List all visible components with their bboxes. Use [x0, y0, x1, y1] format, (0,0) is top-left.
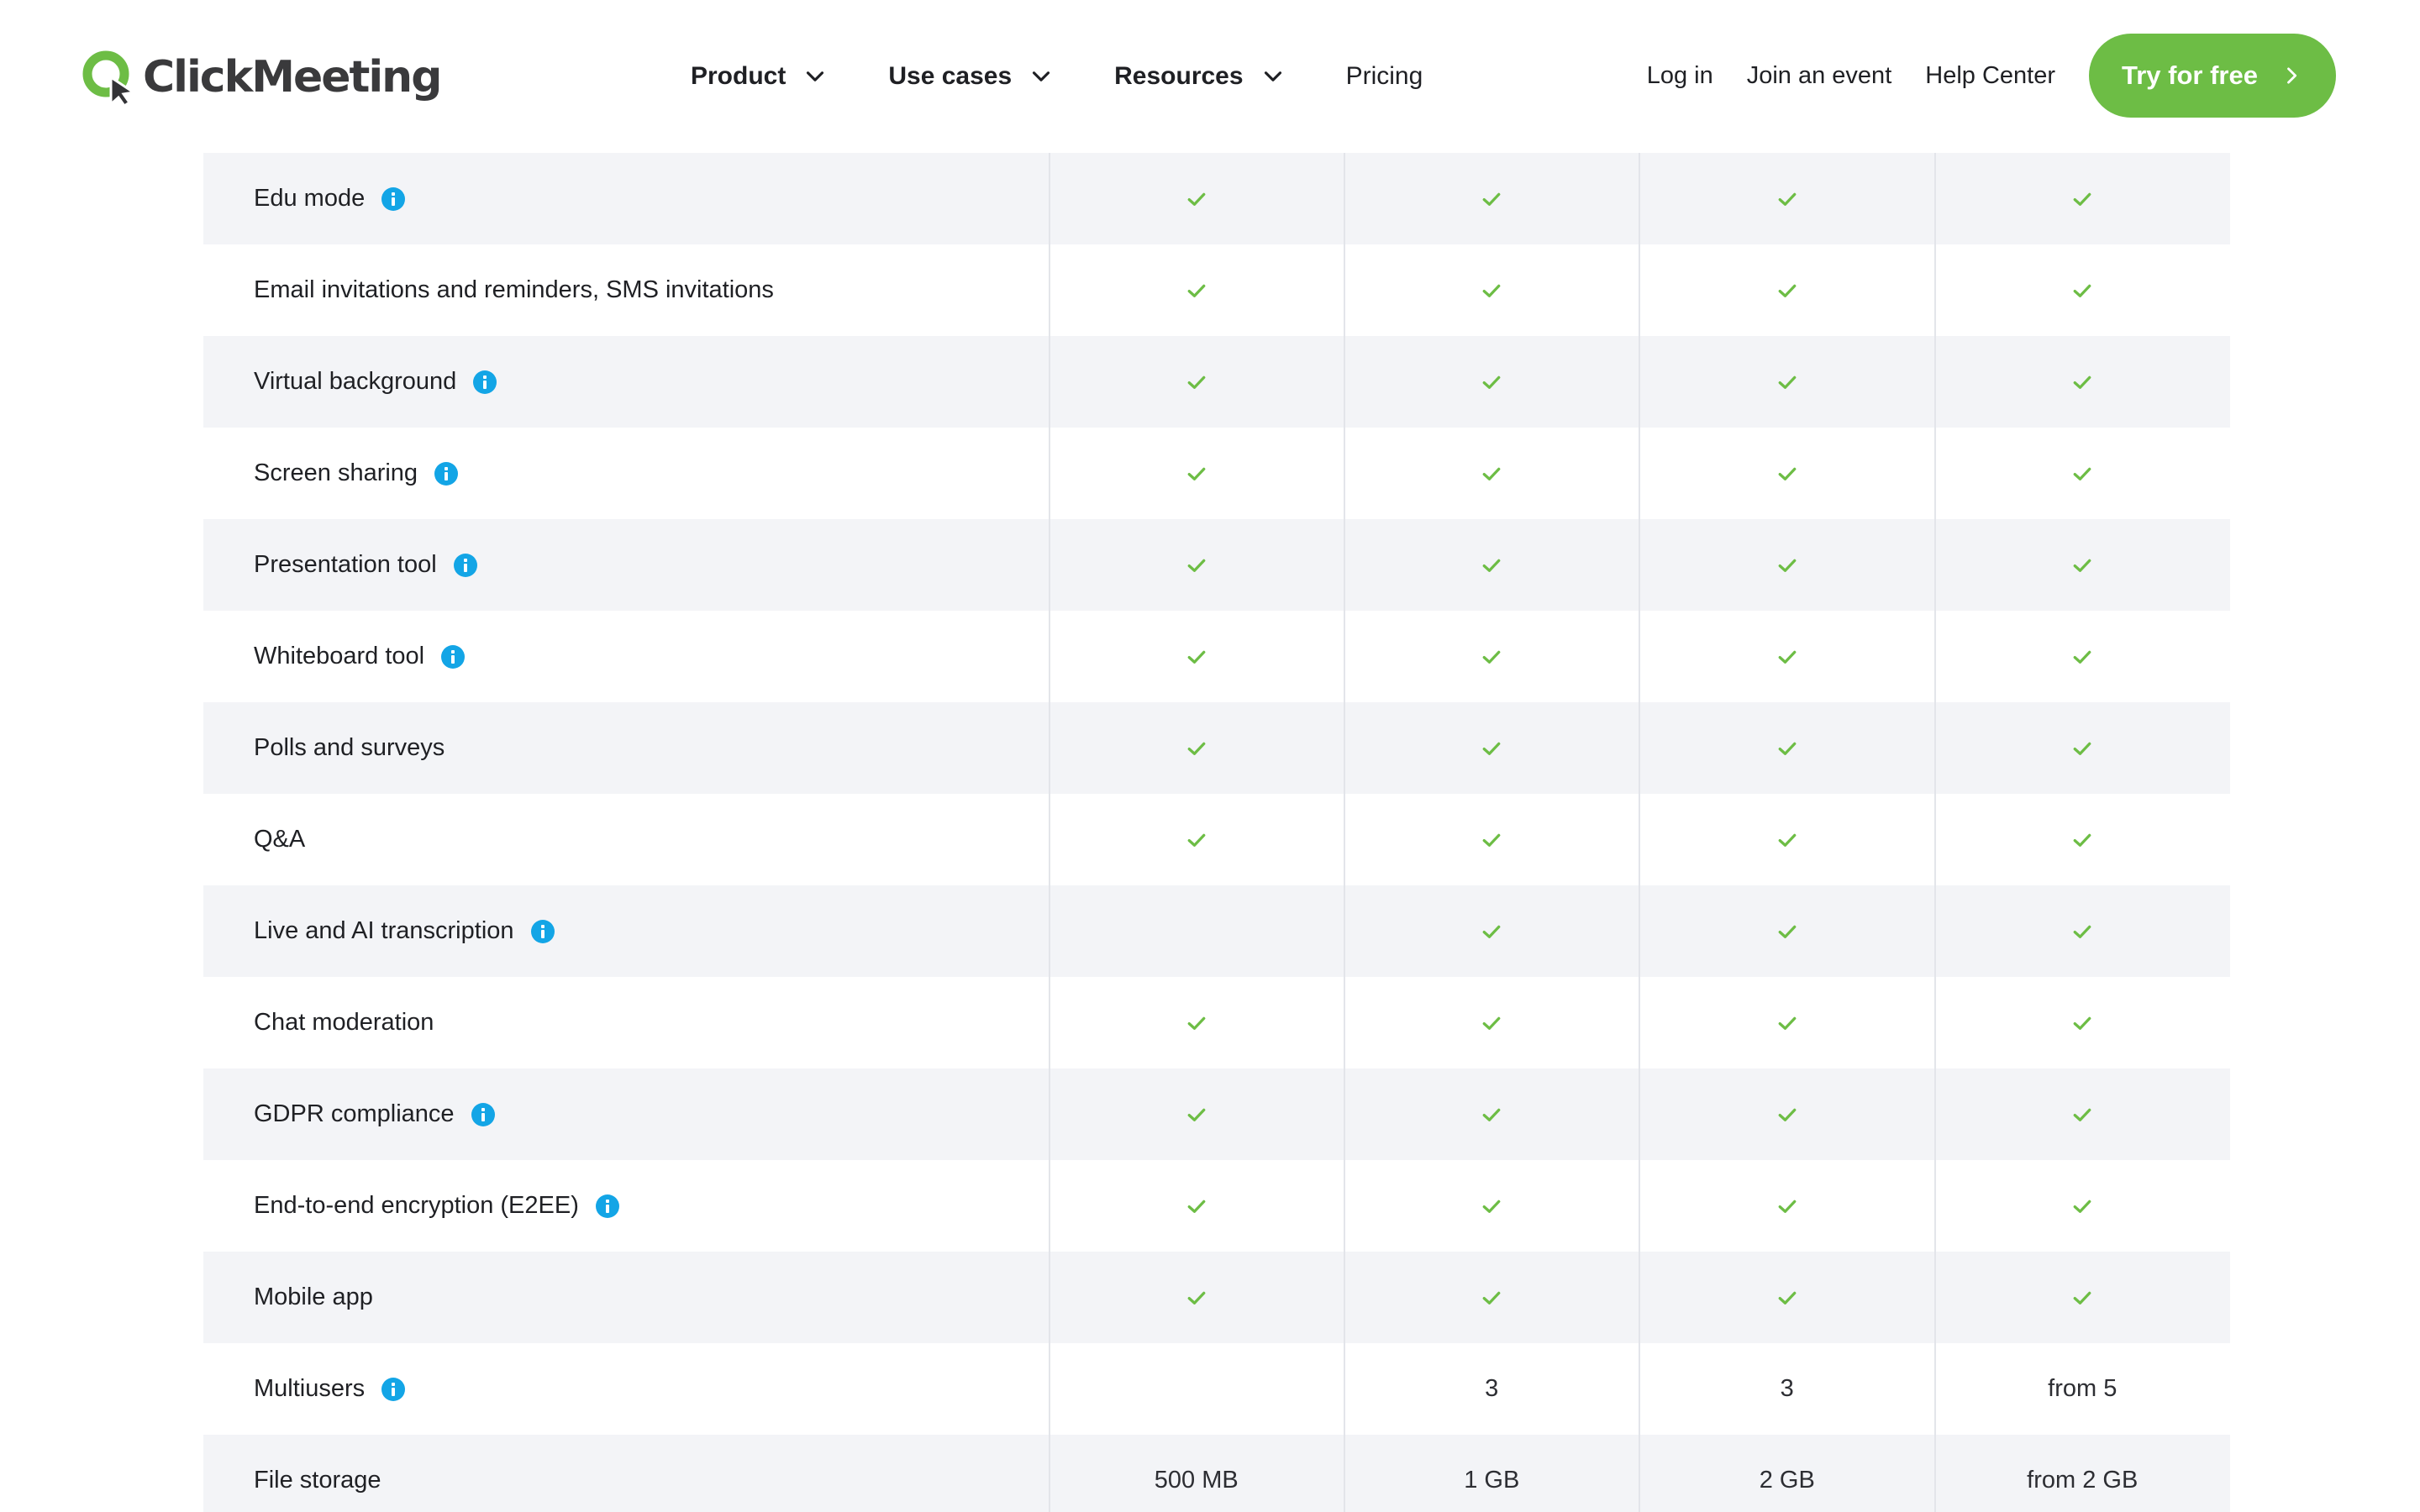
feature-label: Screen sharing	[254, 459, 418, 486]
check-icon	[2070, 186, 2095, 212]
plan-cell	[1344, 519, 1640, 611]
nav-pricing-label: Pricing	[1345, 62, 1423, 90]
info-icon[interactable]	[531, 920, 555, 943]
info-icon[interactable]	[381, 187, 405, 211]
plan-cell	[1049, 702, 1344, 794]
plan-cell	[1639, 1252, 1935, 1343]
login-link[interactable]: Log in	[1646, 61, 1713, 89]
plan-cell	[1049, 794, 1344, 885]
check-icon	[2070, 278, 2095, 303]
check-icon	[1775, 553, 1800, 578]
plan-cell	[1344, 1252, 1640, 1343]
feature-label: File storage	[254, 1467, 381, 1494]
feature-label-cell	[203, 1343, 1049, 1435]
check-icon	[2070, 827, 2095, 853]
nav-pricing[interactable]	[1346, 62, 1423, 91]
feature-label: Email invitations and reminders, SMS invitations	[254, 276, 774, 303]
check-icon	[1775, 736, 1800, 761]
table-row	[203, 977, 2230, 1068]
plan-cell	[1935, 1068, 2231, 1160]
nav-resources-label: Resources	[1114, 62, 1244, 90]
plan-cell	[1639, 336, 1935, 428]
plan-cell	[1639, 885, 1935, 977]
plan-cell	[1344, 1435, 1640, 1512]
plan-value: from 5	[2048, 1375, 2118, 1402]
feature-label-cell	[203, 977, 1049, 1068]
feature-label-cell	[203, 1068, 1049, 1160]
plan-cell	[1049, 153, 1344, 244]
plan-cell	[1639, 1068, 1935, 1160]
feature-label-cell	[203, 336, 1049, 428]
plan-cell	[1639, 244, 1935, 336]
plan-cell	[1344, 977, 1640, 1068]
plan-cell	[1639, 519, 1935, 611]
plan-cell	[1935, 1435, 2231, 1512]
plan-cell	[1049, 1252, 1344, 1343]
check-icon	[2070, 1102, 2095, 1127]
check-icon	[1184, 1194, 1209, 1219]
plan-cell	[1935, 153, 2231, 244]
plan-cell	[1344, 153, 1640, 244]
feature-label-cell	[203, 519, 1049, 611]
check-icon	[2070, 1011, 2095, 1036]
plan-cell	[1049, 336, 1344, 428]
check-icon	[2070, 1285, 2095, 1310]
check-icon	[1184, 553, 1209, 578]
feature-label: End-to-end encryption (E2EE)	[254, 1192, 579, 1219]
check-icon	[1775, 1194, 1800, 1219]
table-row	[203, 611, 2230, 702]
plan-cell	[1639, 428, 1935, 519]
check-icon	[2070, 553, 2095, 578]
plan-cell	[1344, 611, 1640, 702]
info-icon[interactable]	[381, 1378, 405, 1401]
plan-value: 3	[1485, 1375, 1499, 1402]
check-icon	[1775, 370, 1800, 395]
main-nav	[691, 55, 1481, 97]
table-row	[203, 1068, 2230, 1160]
plan-value: 3	[1780, 1375, 1794, 1402]
right-nav	[1647, 34, 2336, 118]
feature-label: Edu mode	[254, 185, 366, 212]
check-icon	[1184, 461, 1209, 486]
feature-label: Polls and surveys	[254, 734, 445, 761]
plan-cell	[1344, 1343, 1640, 1435]
plan-cell	[1049, 244, 1344, 336]
check-icon	[1775, 186, 1800, 212]
plan-cell	[1344, 1160, 1640, 1252]
nav-product[interactable]	[691, 62, 829, 91]
check-icon	[1479, 1011, 1504, 1036]
plan-cell	[1049, 1160, 1344, 1252]
plan-value: 1 GB	[1464, 1467, 1520, 1494]
clickmeeting-logo-icon	[81, 47, 141, 108]
info-icon[interactable]	[471, 1103, 495, 1126]
plan-cell	[1935, 794, 2231, 885]
plan-cell	[1639, 1160, 1935, 1252]
feature-label-cell	[203, 153, 1049, 244]
plan-cell	[1049, 977, 1344, 1068]
logo[interactable]	[81, 45, 440, 109]
check-icon	[1775, 644, 1800, 669]
plan-cell	[1935, 1343, 2231, 1435]
join-event-link[interactable]: Join an event	[1746, 61, 1892, 89]
plan-cell	[1049, 1068, 1344, 1160]
feature-label-cell	[203, 1160, 1049, 1252]
plan-cell	[1049, 1435, 1344, 1512]
plan-cell	[1049, 1343, 1344, 1435]
plan-cell	[1639, 794, 1935, 885]
check-icon	[1479, 553, 1504, 578]
plan-cell	[1935, 1160, 2231, 1252]
plan-cell	[1344, 885, 1640, 977]
plan-value: 2 GB	[1759, 1467, 1815, 1494]
table-row	[203, 1252, 2230, 1343]
plan-cell	[1639, 153, 1935, 244]
feature-label: Mobile app	[254, 1284, 373, 1310]
table-row	[203, 428, 2230, 519]
feature-label-cell	[203, 611, 1049, 702]
plan-value: 500 MB	[1154, 1467, 1239, 1494]
plan-cell	[1935, 336, 2231, 428]
chevron-down-icon	[801, 62, 829, 91]
check-icon	[1184, 644, 1209, 669]
table-row	[203, 702, 2230, 794]
chevron-right-icon	[2280, 64, 2303, 87]
plan-cell	[1344, 702, 1640, 794]
chevron-down-icon	[1027, 62, 1055, 91]
feature-label-cell	[203, 794, 1049, 885]
info-icon[interactable]	[473, 370, 497, 394]
check-icon	[1184, 1011, 1209, 1036]
nav-product-label: Product	[691, 62, 786, 90]
check-icon	[1479, 186, 1504, 212]
table-row	[203, 153, 2230, 244]
check-icon	[1184, 827, 1209, 853]
check-icon	[1479, 644, 1504, 669]
plan-cell	[1935, 244, 2231, 336]
feature-label: Chat moderation	[254, 1009, 434, 1036]
plan-cell	[1935, 611, 2231, 702]
feature-label-cell	[203, 885, 1049, 977]
table-row	[203, 1435, 2230, 1512]
feature-label: Live and AI transcription	[254, 917, 514, 944]
check-icon	[1479, 1102, 1504, 1127]
chevron-down-icon	[1259, 62, 1287, 91]
info-icon[interactable]	[454, 554, 477, 577]
check-icon	[1479, 827, 1504, 853]
check-icon	[1479, 1285, 1504, 1310]
check-icon	[1775, 919, 1800, 944]
plan-cell	[1639, 1343, 1935, 1435]
plan-cell	[1639, 977, 1935, 1068]
plan-cell	[1049, 428, 1344, 519]
plan-cell	[1049, 885, 1344, 977]
table-row	[203, 794, 2230, 885]
plan-cell	[1935, 519, 2231, 611]
logo-text: ClickMeeting	[143, 52, 441, 102]
check-icon	[1184, 370, 1209, 395]
check-icon	[1479, 370, 1504, 395]
nav-resources[interactable]	[1114, 62, 1286, 91]
info-icon[interactable]	[441, 645, 465, 669]
site-header	[0, 0, 2420, 153]
plan-cell	[1935, 702, 2231, 794]
nav-use-cases[interactable]	[888, 62, 1055, 91]
feature-label: Multiusers	[254, 1375, 366, 1402]
plan-cell	[1344, 244, 1640, 336]
table-row	[203, 244, 2230, 336]
check-icon	[1184, 736, 1209, 761]
info-icon[interactable]	[434, 462, 458, 486]
plan-cell	[1049, 611, 1344, 702]
check-icon	[2070, 919, 2095, 944]
plan-cell	[1935, 885, 2231, 977]
check-icon	[2070, 736, 2095, 761]
check-icon	[1479, 278, 1504, 303]
plan-cell	[1639, 1435, 1935, 1512]
feature-label-cell	[203, 1252, 1049, 1343]
check-icon	[2070, 370, 2095, 395]
nav-use-cases-label: Use cases	[888, 62, 1013, 90]
feature-label-cell	[203, 702, 1049, 794]
check-icon	[1479, 1194, 1504, 1219]
feature-label: Virtual background	[254, 368, 457, 395]
table-row	[203, 885, 2230, 977]
try-for-free-button[interactable]	[2089, 34, 2336, 118]
plan-cell	[1935, 428, 2231, 519]
help-center-link[interactable]: Help Center	[1925, 61, 2055, 89]
feature-label-cell	[203, 428, 1049, 519]
feature-label-cell	[203, 1435, 1049, 1512]
check-icon	[2070, 461, 2095, 486]
plan-cell	[1344, 1068, 1640, 1160]
plan-cell	[1935, 977, 2231, 1068]
check-icon	[1775, 1011, 1800, 1036]
table-row	[203, 519, 2230, 611]
info-icon[interactable]	[596, 1194, 619, 1218]
feature-label: Presentation tool	[254, 551, 437, 578]
check-icon	[1775, 827, 1800, 853]
check-icon	[1184, 278, 1209, 303]
plan-value: from 2 GB	[2027, 1467, 2139, 1494]
feature-label: Whiteboard tool	[254, 643, 425, 669]
table-row	[203, 1343, 2230, 1435]
check-icon	[1775, 461, 1800, 486]
plan-cell	[1344, 428, 1640, 519]
plan-cell	[1344, 336, 1640, 428]
check-icon	[1775, 1102, 1800, 1127]
check-icon	[1184, 1102, 1209, 1127]
check-icon	[1479, 919, 1504, 944]
plan-cell	[1935, 1252, 2231, 1343]
check-icon	[1479, 461, 1504, 486]
feature-label-cell	[203, 244, 1049, 336]
table-row	[203, 336, 2230, 428]
try-for-free-label: Try for free	[2122, 60, 2258, 90]
check-icon	[1184, 1285, 1209, 1310]
check-icon	[1184, 186, 1209, 212]
check-icon	[1775, 1285, 1800, 1310]
check-icon	[2070, 1194, 2095, 1219]
check-icon	[1775, 278, 1800, 303]
plan-cell	[1049, 519, 1344, 611]
plan-cell	[1639, 702, 1935, 794]
check-icon	[1479, 736, 1504, 761]
plan-cell	[1344, 794, 1640, 885]
feature-comparison-table	[203, 153, 2230, 1512]
feature-label: GDPR compliance	[254, 1100, 455, 1127]
plan-cell	[1639, 611, 1935, 702]
check-icon	[2070, 644, 2095, 669]
table-row	[203, 1160, 2230, 1252]
feature-label: Q&A	[254, 826, 306, 853]
